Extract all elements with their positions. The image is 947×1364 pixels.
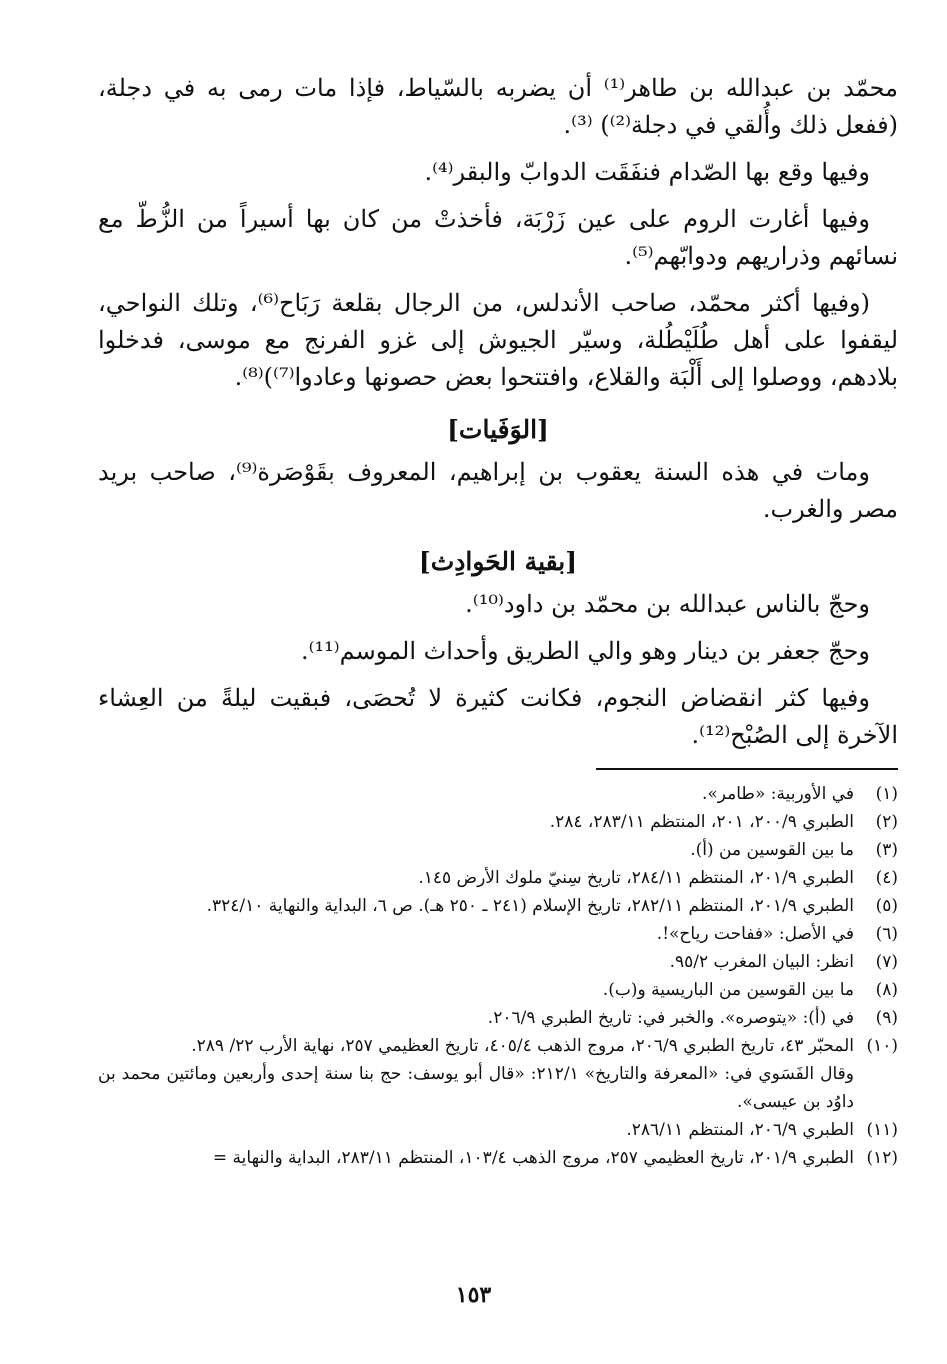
book-page [98,70,898,1172]
footnote-9 [98,1004,898,1032]
footnote-number: (٣) [875,840,898,860]
footnote-1 [98,780,898,808]
footnote-text: في الأوربية: «طامر». [701,784,854,804]
footnote-text: ما بين القوسين من الباريسية و(ب). [602,980,854,1000]
footnote-number: (١١) [866,1120,898,1140]
footnote-separator [596,768,898,770]
footnote-number: (٧) [875,952,898,972]
footnote-3 [98,836,898,864]
footnote-text: في (أ): «يتوصره». والخبر في: تاريخ الطبري ٢٠٦/٩. [487,1008,854,1028]
footnote-6 [98,920,898,948]
paragraph-andalus: (وفيها أكثر محمّد، صاحب الأندلس، من الرجال بقلعة رَبَاح⁽⁶⁾، وتلك النواحي، ليقفوا على أهل طُلَيْطُلة، وسيّر الجيوش إلى غزو الفرنج مع موسى، فدخلوا بلادهم، ووصلوا إلى أَلْبَة والقلاع، وافتتحوا بعض حصونها وعادوا⁽⁷⁾)⁽⁸⁾. [98,289,898,391]
section-heading-remaining-events: [بقية الحَوادِث] [418,547,578,576]
footnote-number: (٥) [875,896,898,916]
footnote-number: (١٠) [866,1036,898,1056]
footnote-text: الطبري ٢٠١/٩، المنتظم ٢٨٤/١١، تاريخ سِنيّ ملوك الأرض ١٤٥. [418,868,854,888]
footnote-4 [98,864,898,892]
footnote-number: (٨) [875,980,898,1000]
paragraph-deaths: ومات في هذه السنة يعقوب بن إبراهيم، المعروف بقَوْصَرة⁽⁹⁾، صاحب بريد مصر والغرب. [98,458,898,523]
footnote-text: في الأصل: «ففاحت رياح»!. [656,924,854,944]
footnote-number: (١٢) [866,1148,898,1168]
footnote-number: (٢) [875,812,898,832]
footnote-text: انظر: البيان المغرب ٩٥/٢. [669,952,854,972]
paragraph-sadam: وفيها وقع بها الصّدام فنفَقَت الدوابّ والبقر⁽⁴⁾. [424,158,870,186]
section-heading-deaths: [الوَفَيات] [447,415,549,444]
footnote-text: الطبري ٢٠١/٩، المنتظم ٢٨٢/١١، تاريخ الإسلام (٢٤١ ـ ٢٥٠ هـ). ص ٦، البداية والنهاية ٣٢٤/١٠. [206,896,854,916]
paragraph-taher: محمّد بن عبدالله بن طاهر⁽¹⁾ أن يضربه بالسّياط، فإذا مات رمى به في دجلة، (ففعل ذلك وأُلقي في دجلة⁽²⁾) ⁽³⁾. [98,74,898,139]
paragraph-hajj-jafar: وحجّ جعفر بن دينار وهو والي الطريق وأحداث الموسم⁽¹¹⁾. [301,637,870,665]
footnote-text: ما بين القوسين من (أ). [690,840,854,860]
main-text [98,70,898,754]
page-number: ١٥٣ [455,1282,492,1308]
footnote-number: (٦) [875,924,898,944]
footnote-number: (٩) [875,1008,898,1028]
footnote-11 [98,1116,898,1144]
footnote-text: الطبري ٢٠٦/٩، المنتظم ٢٨٦/١١. [626,1120,854,1140]
footnote-text: الطبري ٢٠٠/٩، ٢٠١، المنتظم ٢٨٣/١١، ٢٨٤. [549,812,854,832]
footnote-5 [98,892,898,920]
footnote-number: (١) [875,784,898,804]
paragraph-meteors: وفيها كثر انقضاض النجوم، فكانت كثيرة لا تُحصَى، فبقيت ليلةً من العِشاء الآخرة إلى الصُبْح⁽¹²⁾. [98,684,898,749]
footnote-text: المحبّر ٤٣، تاريخ الطبري ٢٠٦/٩، مروج الذهب ٤٠٥/٤، تاريخ العظيمي ٢٥٧، نهاية الأرب ٢٢/ ٢٨٩. [191,1036,854,1056]
footnote-7 [98,948,898,976]
footnote-10-continuation: وقال الفَسَوي في: «المعرفة والتاريخ» ٢١٢/١: «قال أبو يوسف: حج بنا سنة إحدى وأربعين ومائتين محمد بن داوُد بن عيسى». [98,1064,854,1112]
paragraph-hajj-abdallah: وحجّ بالناس عبدالله بن محمّد بن داود⁽¹⁰⁾. [465,590,870,618]
footnote-text: الطبري ٢٠١/٩، تاريخ العظيمي ٢٥٧، مروج الذهب ١٠٣/٤، المنتظم ٢٨٣/١١، البداية والنهاية = [212,1148,854,1168]
footnote-8 [98,976,898,1004]
footnote-10 [98,1032,898,1060]
paragraph-ain-zarba: وفيها أغارت الروم على عين زَرْبَة، فأخذتْ من كان بها أسيراً من الزُّطّ مع نسائهم وذراريهم ودوابّهم⁽⁵⁾. [98,205,898,270]
footnote-2 [98,808,898,836]
footnotes [98,780,898,1172]
footnote-number: (٤) [875,868,898,888]
footnote-12 [98,1144,898,1172]
